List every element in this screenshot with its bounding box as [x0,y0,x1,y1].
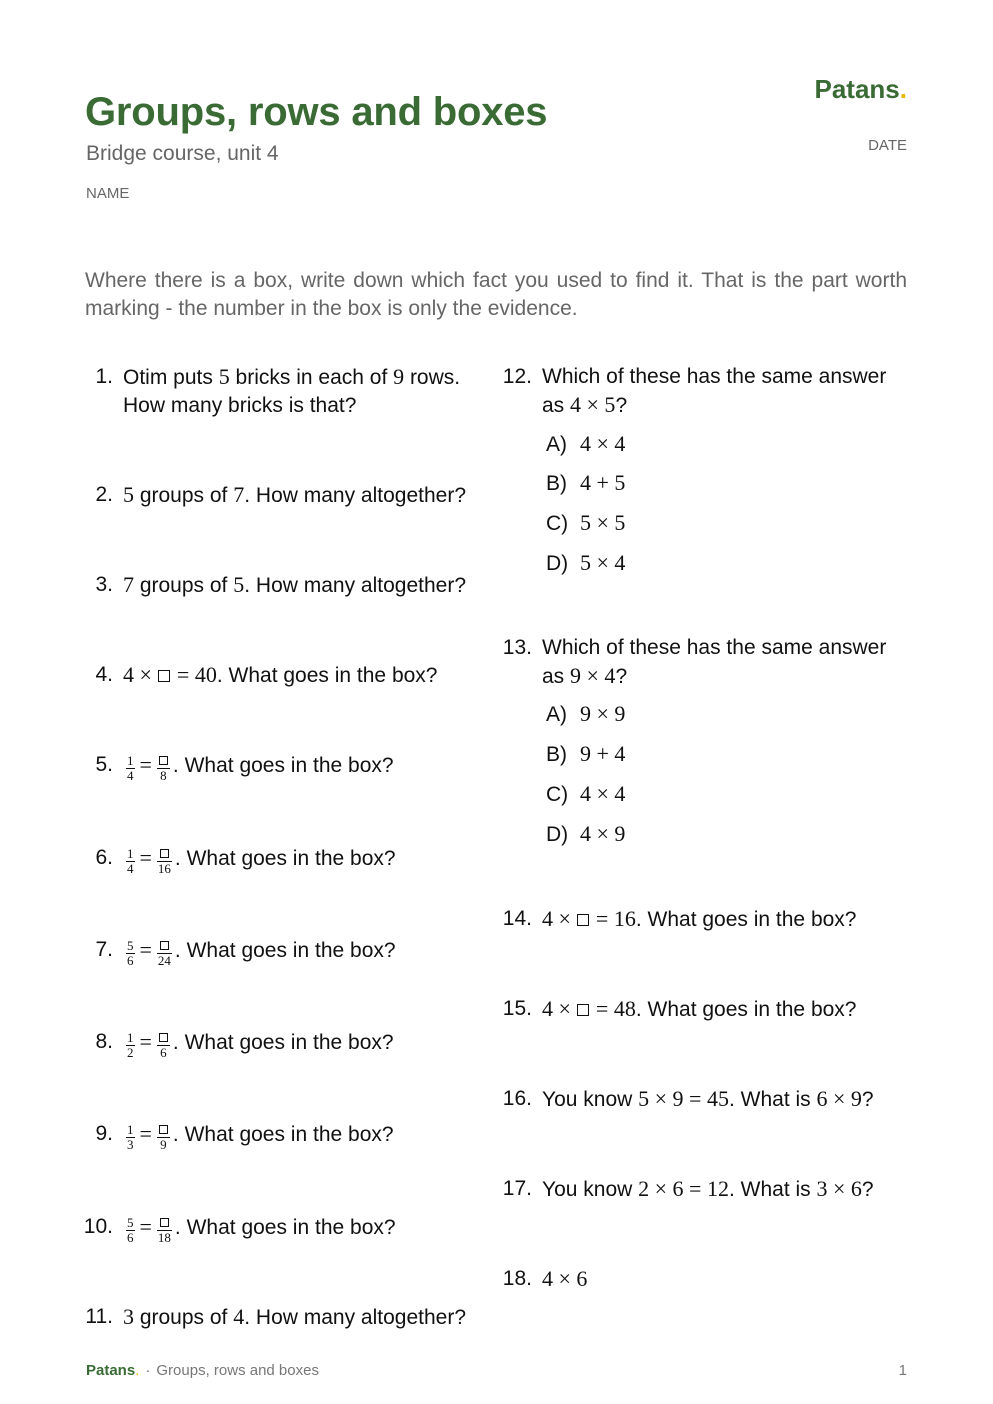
option-d: D) 5 × 4 [546,550,626,575]
fraction: $\frac{5}{6}$ [127,1215,134,1245]
question-6: 6. $\frac{1}{4}$ = 16 . What goes in the box? [123,844,396,876]
fraction: $\frac{5}{6}$ [127,938,134,968]
option-c: C) 5 × 5 [546,510,626,535]
option-a: A) 4 × 4 [546,431,626,456]
footer [86,1362,319,1379]
option-b: B) 4 + 5 [546,470,626,495]
question-15: 15. 4 × = 48. What goes in the box? [502,996,857,1021]
question-number: 10. [83,1215,113,1238]
question-18: 18. 4 × 6 [502,1266,588,1291]
option-c: C) 4 × 4 [546,781,626,806]
question-2: 2. 5 groups of 7. How many altogether? [123,481,466,510]
answer-box [160,1218,169,1227]
question-9: 9. $\frac{1}{3}$ = 9 . What goes in the box? [123,1120,394,1152]
question-number: 5. [95,753,113,776]
question-number: 2. [95,483,113,506]
fraction-with-box: 16 [157,847,172,876]
option-a: A) 9 × 9 [546,701,626,726]
question-10: 10. $\frac{5}{6}$ = 18 . What goes in the box? [83,1214,396,1245]
question-number: 9. [95,1122,113,1145]
question-number: 16. [502,1087,532,1110]
fraction-with-box: 9 [157,1123,170,1152]
question-number: 3. [95,573,113,596]
date-label: DATE [868,137,907,154]
option-d: D) 4 × 9 [546,821,626,846]
fraction-with-box: 8 [157,754,170,783]
question-7: 7. $\frac{5}{6}$ = 24 . What goes in the box? [123,936,396,968]
answer-box [159,1033,168,1042]
question-number: 14. [502,907,532,930]
brand-logo [815,74,908,105]
instructions: Where there is a box, write down which fact you used to find it. That is the part worth marking - the number in the box is only the evidence. [85,269,907,320]
option-b: B) 9 + 4 [546,741,626,766]
answer-box [158,670,170,682]
question-11: 11. 3 groups of 4. How many altogether? [123,1303,466,1332]
footer-brand: Patans [86,1362,136,1379]
brand-dot: . [899,74,907,104]
question-1: 1. Otim puts 5 bricks in each of 9 rows. How many bricks is that? [123,363,460,420]
question-number: 17. [502,1177,532,1200]
question-number: 12. [502,365,532,388]
question-number: 1. [95,365,113,388]
fraction: $\frac{1}{4}$ [127,753,134,783]
question-number: 13. [502,636,532,659]
question-8: 8. $\frac{1}{2}$ = 6 . What goes in the box? [123,1028,394,1060]
fraction-with-box: 18 [157,1216,172,1245]
fraction: $\frac{1}{3}$ [127,1122,134,1152]
fraction: $\frac{1}{2}$ [127,1030,134,1060]
footer-separator: · [145,1362,151,1379]
brand-text: Patans [814,74,900,104]
question-number: 4. [95,663,113,686]
question-16: 16. You know 5 × 9 = 45. What is 6 × 9? [502,1086,874,1111]
question-number: 6. [95,846,113,869]
name-label: NAME [86,185,130,202]
question-number: 11. [85,1305,113,1328]
answer-box [159,756,168,765]
worksheet-subtitle: Bridge course, unit 4 [86,142,279,165]
footer-brand-dot: . [135,1362,140,1379]
question-5: 5. $\frac{1}{4}$ = 8 . What goes in the box? [123,751,394,783]
answer-box [159,1125,168,1134]
question-12: 12. Which of these has the same answer as 4 × 5? [502,365,887,417]
worksheet-title: Groups, rows and boxes [85,90,548,134]
question-number: 7. [95,938,113,961]
answer-box [577,1004,589,1016]
fraction-with-box: 6 [157,1031,170,1060]
answer-box [160,941,169,950]
question-number: 15. [502,997,532,1020]
question-13: 13. Which of these has the same answer as 9 × 4? [502,636,887,688]
fraction-with-box: 24 [157,939,172,968]
answer-box [577,914,589,926]
question-number: 18. [502,1267,532,1290]
question-14: 14. 4 × = 16. What goes in the box? [502,906,857,931]
question-17: 17. You know 2 × 6 = 12. What is 3 × 6? [502,1176,874,1201]
question-4: 4. 4 × = 40. What goes in the box? [123,661,437,690]
page-number: 1 [898,1362,907,1379]
fraction: $\frac{1}{4}$ [127,846,134,876]
question-number: 8. [95,1030,113,1053]
footer-title: Groups, rows and boxes [156,1362,319,1379]
answer-box [160,849,169,858]
question-3: 3. 7 groups of 5. How many altogether? [123,571,466,600]
